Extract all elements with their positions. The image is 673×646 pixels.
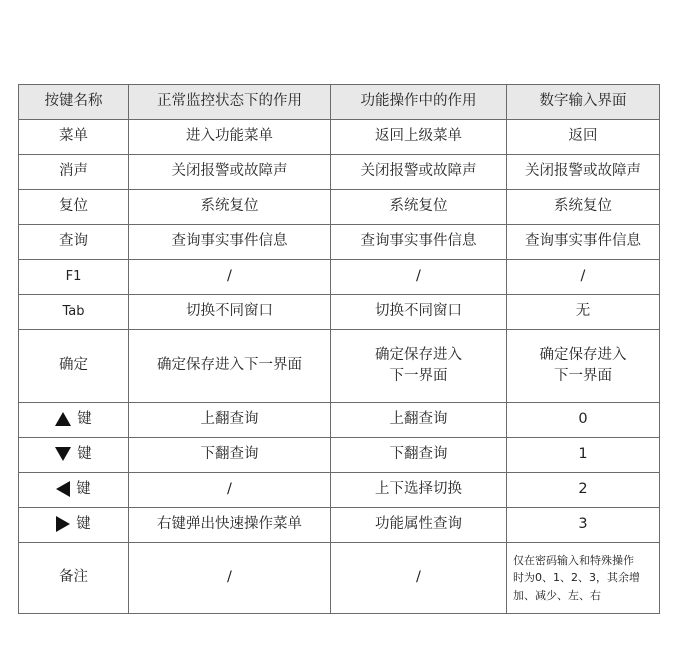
- numeric-input-cell: 0: [507, 403, 660, 438]
- table-row: [19, 120, 660, 155]
- normal-mode-cell: 切换不同窗口: [129, 295, 331, 330]
- table-row: [19, 225, 660, 260]
- key-name-cell: 复位: [19, 190, 129, 225]
- key-name-cell: 查询: [19, 225, 129, 260]
- key-name-cell: [19, 403, 129, 438]
- function-mode-cell: /: [331, 260, 507, 295]
- function-mode-cell: 查询事实事件信息: [331, 225, 507, 260]
- normal-mode-cell: 查询事实事件信息: [129, 225, 331, 260]
- down-triangle-icon: [55, 447, 71, 461]
- table-row: [19, 543, 660, 614]
- note-line: 时为0、1、2、3，其余增: [513, 571, 640, 585]
- table-row: [19, 155, 660, 190]
- normal-mode-cell: /: [129, 543, 331, 614]
- key-name-cell: 确定: [19, 330, 129, 403]
- numeric-input-cell: 无: [507, 295, 660, 330]
- table-header-row: [19, 85, 660, 120]
- key-name-cell: 菜单: [19, 120, 129, 155]
- normal-mode-cell: 系统复位: [129, 190, 331, 225]
- left-triangle-icon: [56, 481, 70, 497]
- table-row: [19, 260, 660, 295]
- normal-mode-cell: 确定保存进入下一界面: [129, 330, 331, 403]
- right-triangle-icon: [56, 516, 70, 532]
- key-name-cell: F1: [19, 260, 129, 295]
- key-label: 键: [76, 516, 91, 533]
- function-mode-line: 下一界面: [389, 368, 448, 384]
- key-label: 键: [77, 446, 92, 463]
- normal-mode-cell: 进入功能菜单: [129, 120, 331, 155]
- function-mode-line: 确定保存进入: [375, 346, 462, 363]
- function-mode-cell: 切换不同窗口: [331, 295, 507, 330]
- function-mode-cell: /: [331, 543, 507, 614]
- table-row: [19, 330, 660, 403]
- numeric-input-cell: 查询事实事件信息: [507, 225, 660, 260]
- table-row: [19, 508, 660, 543]
- function-mode-cell: [331, 330, 507, 403]
- key-label: 键: [76, 481, 91, 498]
- numeric-input-cell: 返回: [507, 120, 660, 155]
- header-numeric-input: 数字输入界面: [507, 85, 660, 120]
- key-name-cell: [19, 438, 129, 473]
- header-key-name: 按键名称: [19, 85, 129, 120]
- header-function-mode: 功能操作中的作用: [331, 85, 507, 120]
- table-row: [19, 190, 660, 225]
- numeric-input-cell: /: [507, 260, 660, 295]
- normal-mode-cell: 关闭报警或故障声: [129, 155, 331, 190]
- key-label: 键: [77, 411, 92, 428]
- table-row: [19, 438, 660, 473]
- key-name-cell: Tab: [19, 295, 129, 330]
- note-line: 仅在密码输入和特殊操作: [513, 554, 634, 568]
- function-mode-cell: 关闭报警或故障声: [331, 155, 507, 190]
- normal-mode-cell: /: [129, 473, 331, 508]
- numeric-input-line: 确定保存进入: [539, 346, 627, 363]
- numeric-input-cell: 系统复位: [507, 190, 660, 225]
- numeric-input-note-cell: [507, 543, 660, 614]
- numeric-input-cell: 3: [507, 508, 660, 543]
- numeric-input-cell: [507, 330, 660, 403]
- key-function-table: [18, 84, 660, 614]
- function-mode-cell: 上翻查询: [331, 403, 507, 438]
- numeric-input-cell: 1: [507, 438, 660, 473]
- function-mode-cell: 系统复位: [331, 190, 507, 225]
- normal-mode-cell: 上翻查询: [129, 403, 331, 438]
- header-normal-mode: 正常监控状态下的作用: [129, 85, 331, 120]
- up-triangle-icon: [55, 412, 71, 426]
- numeric-input-cell: 关闭报警或故障声: [507, 155, 660, 190]
- function-mode-cell: 功能属性查询: [331, 508, 507, 543]
- normal-mode-cell: 下翻查询: [129, 438, 331, 473]
- table-row: [19, 295, 660, 330]
- table-row: [19, 403, 660, 438]
- numeric-input-cell: 2: [507, 473, 660, 508]
- normal-mode-cell: /: [129, 260, 331, 295]
- key-name-cell: 备注: [19, 543, 129, 614]
- function-mode-cell: 上下选择切换: [331, 473, 507, 508]
- function-mode-cell: 返回上级菜单: [331, 120, 507, 155]
- key-name-cell: 消声: [19, 155, 129, 190]
- function-mode-cell: 下翻查询: [331, 438, 507, 473]
- normal-mode-cell: 右键弹出快速操作菜单: [129, 508, 331, 543]
- numeric-input-line: 下一界面: [554, 368, 612, 384]
- note-line: 加、减少、左、右: [513, 588, 601, 602]
- table-row: [19, 473, 660, 508]
- key-name-cell: [19, 473, 129, 508]
- key-name-cell: [19, 508, 129, 543]
